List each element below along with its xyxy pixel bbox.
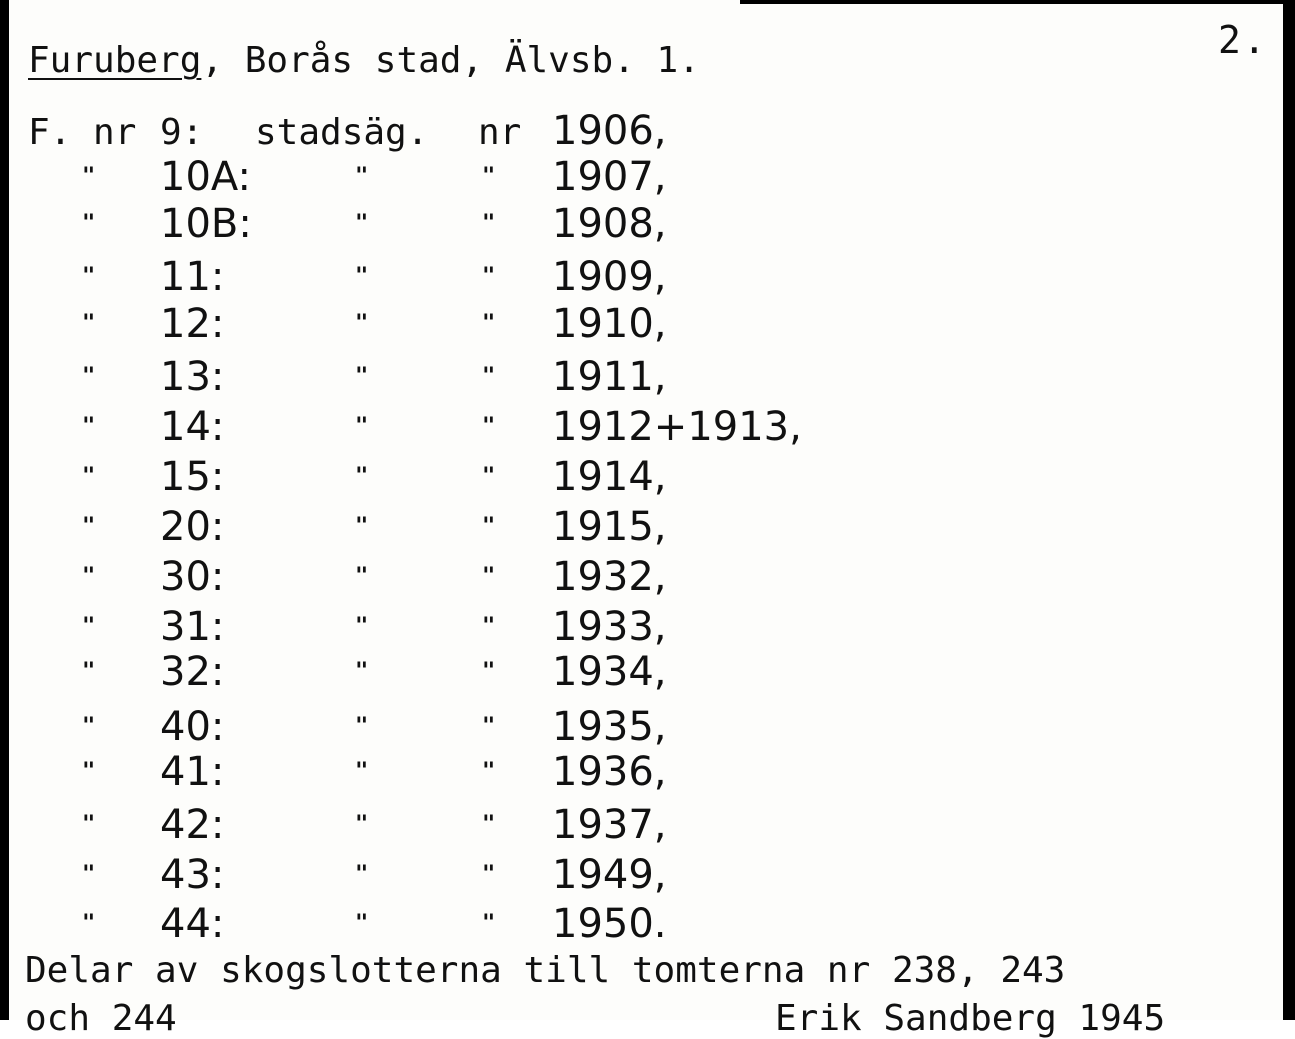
footer-text: Delar av skogslotterna till tomterna nr 238, 243	[25, 950, 1066, 991]
entry-lot: 11:	[160, 254, 225, 300]
entry-lot: 31:	[160, 604, 225, 650]
ditto-mark-nr: "	[482, 911, 496, 936]
ditto-mark-nr: "	[482, 614, 496, 639]
entry-year: 1936,	[552, 749, 667, 795]
entry-lot: 20:	[160, 504, 225, 550]
footer-text-continued: och 244	[25, 998, 177, 1039]
entry-lot: 32:	[160, 649, 225, 695]
entry-row	[0, 554, 900, 608]
ditto-mark-prefix: "	[82, 264, 96, 289]
entry-lot: 10B:	[160, 201, 252, 247]
ditto-mark-prefix: "	[82, 311, 96, 336]
ditto-mark-label: "	[355, 364, 369, 389]
entry-row	[0, 649, 900, 703]
ditto-mark-nr: "	[482, 759, 496, 784]
entry-prefix: F. nr	[28, 112, 137, 153]
ditto-mark-nr: "	[482, 164, 496, 189]
ditto-mark-prefix: "	[82, 714, 96, 739]
ditto-mark-label: "	[355, 614, 369, 639]
entry-year: 1934,	[552, 649, 667, 695]
ditto-mark-prefix: "	[82, 514, 96, 539]
ditto-mark-label: "	[355, 759, 369, 784]
ditto-mark-nr: "	[482, 659, 496, 684]
ditto-mark-prefix: "	[82, 659, 96, 684]
ditto-mark-label: "	[355, 659, 369, 684]
ditto-mark-nr: "	[482, 364, 496, 389]
entry-year: 1950.	[552, 901, 667, 947]
ditto-mark-nr: "	[482, 812, 496, 837]
ditto-mark-prefix: "	[82, 164, 96, 189]
entry-label: stadsäg.	[255, 112, 429, 153]
entry-year: 1906,	[552, 108, 667, 154]
page-number: 2.	[1218, 18, 1268, 62]
entry-year: 1949,	[552, 852, 667, 898]
card-edge-top	[740, 0, 1295, 4]
entry-lot: 40:	[160, 704, 225, 750]
entry-year: 1911,	[552, 354, 667, 400]
entry-row	[0, 504, 900, 558]
ditto-mark-label: "	[355, 564, 369, 589]
entry-lot: 14:	[160, 404, 225, 450]
entry-row	[0, 404, 900, 458]
entry-row	[0, 901, 900, 955]
entry-year: 1912+1913,	[552, 404, 802, 450]
ditto-mark-prefix: "	[82, 812, 96, 837]
entry-lot: 41:	[160, 749, 225, 795]
entry-lot: 15:	[160, 454, 225, 500]
entry-year: 1932,	[552, 554, 667, 600]
ditto-mark-nr: "	[482, 714, 496, 739]
ditto-mark-label: "	[355, 714, 369, 739]
heading-place: Furuberg	[28, 40, 202, 81]
entry-lot: 43:	[160, 852, 225, 898]
entry-row	[0, 301, 900, 355]
entry-year: 1915,	[552, 504, 667, 550]
entry-lot: 44:	[160, 901, 225, 947]
ditto-mark-prefix: "	[82, 364, 96, 389]
ditto-mark-label: "	[355, 311, 369, 336]
ditto-mark-label: "	[355, 911, 369, 936]
ditto-mark-prefix: "	[82, 759, 96, 784]
entry-lot: 13:	[160, 354, 225, 400]
entry-row-first	[0, 108, 900, 162]
heading-location: , Borås stad, Älvsb. 1.	[201, 40, 700, 81]
ditto-mark-nr: "	[482, 414, 496, 439]
entry-lot: 30:	[160, 554, 225, 600]
entry-row	[0, 704, 900, 758]
ditto-mark-nr: "	[482, 311, 496, 336]
entry-lot: 42:	[160, 802, 225, 848]
entry-lot: 12:	[160, 301, 225, 347]
entry-row	[0, 604, 900, 658]
ditto-mark-prefix: "	[82, 564, 96, 589]
ditto-mark-label: "	[355, 464, 369, 489]
entry-row	[0, 201, 900, 255]
ditto-mark-prefix: "	[82, 464, 96, 489]
ditto-mark-nr: "	[482, 564, 496, 589]
ditto-mark-prefix: "	[82, 862, 96, 887]
ditto-mark-prefix: "	[82, 414, 96, 439]
entry-row	[0, 454, 900, 508]
card-edge-right	[1283, 0, 1295, 1020]
entry-row	[0, 354, 900, 408]
entry-year: 1937,	[552, 802, 667, 848]
footer-signature: Erik Sandberg 1945	[775, 998, 1166, 1039]
entry-year: 1908,	[552, 201, 667, 247]
entry-row	[0, 852, 900, 906]
ditto-mark-nr: "	[482, 264, 496, 289]
ditto-mark-label: "	[355, 414, 369, 439]
ditto-mark-prefix: "	[82, 911, 96, 936]
ditto-mark-label: "	[355, 164, 369, 189]
ditto-mark-prefix: "	[82, 211, 96, 236]
ditto-mark-nr: "	[482, 464, 496, 489]
entry-year: 1910,	[552, 301, 667, 347]
ditto-mark-label: "	[355, 812, 369, 837]
entry-lot: 9:	[160, 112, 204, 153]
entry-row	[0, 154, 900, 208]
ditto-mark-prefix: "	[82, 614, 96, 639]
entry-row	[0, 802, 900, 856]
entry-year: 1907,	[552, 154, 667, 200]
ditto-mark-label: "	[355, 514, 369, 539]
ditto-mark-nr: "	[482, 211, 496, 236]
entry-year: 1909,	[552, 254, 667, 300]
entry-row	[0, 254, 900, 308]
entry-year: 1935,	[552, 704, 667, 750]
entry-row	[0, 749, 900, 803]
entry-year: 1933,	[552, 604, 667, 650]
entry-year: 1914,	[552, 454, 667, 500]
ditto-mark-label: "	[355, 264, 369, 289]
ditto-mark-nr: "	[482, 514, 496, 539]
entry-lot: 10A:	[160, 154, 252, 200]
ditto-mark-label: "	[355, 211, 369, 236]
ditto-mark-label: "	[355, 862, 369, 887]
ditto-mark-nr: "	[482, 862, 496, 887]
entry-nr: nr	[478, 112, 522, 153]
card-heading	[28, 40, 700, 81]
